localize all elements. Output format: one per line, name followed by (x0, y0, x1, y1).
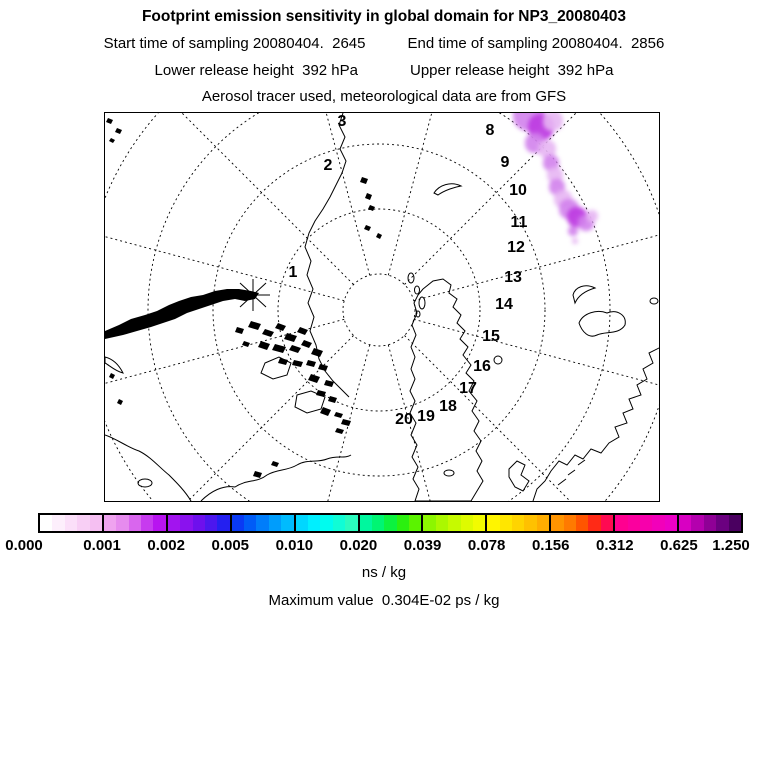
colorbar-segment (485, 515, 549, 531)
max-value-text: Maximum value 0.304E-02 ps / kg (268, 592, 500, 609)
colorbar-segment (677, 515, 741, 531)
colorbar-tick-0.000: 0.000 (5, 537, 43, 554)
trajectory-label-17: 17 (459, 380, 477, 397)
colorbar-segment (294, 515, 358, 531)
release-height-line (0, 62, 768, 79)
map-panel (104, 112, 660, 502)
trajectory-label-1: 1 (288, 264, 298, 281)
colorbar (38, 513, 743, 533)
colorbar-tick-0.312: 0.312 (596, 537, 634, 554)
start-time-text: Start time of sampling 20080404. 2645 (103, 35, 366, 52)
trajectory-label-11: 11 (510, 214, 528, 231)
upper-release-text: Upper release height 392 hPa (410, 62, 614, 79)
trajectory-label-18: 18 (439, 398, 457, 415)
tracer-note-text: Aerosol tracer used, meteorological data are from GFS (201, 88, 567, 105)
colorbar-tick-0.001: 0.001 (83, 537, 121, 554)
trajectory-label-14: 14 (495, 296, 513, 313)
trajectory-label-13: 13 (504, 269, 522, 286)
colorbar-tick-0.002: 0.002 (147, 537, 185, 554)
trajectory-label-15: 15 (482, 328, 500, 345)
colorbar-units: ns / kg (361, 564, 407, 581)
trajectory-label-8: 8 (485, 122, 495, 139)
colorbar-tick-0.078: 0.078 (467, 537, 506, 554)
trajectory-label-3: 3 (337, 113, 347, 130)
colorbar-tick-0.005: 0.005 (211, 537, 250, 554)
trajectory-label-10: 10 (509, 182, 527, 199)
trajectory-label-9: 9 (500, 154, 510, 171)
trajectory-label-19: 19 (417, 408, 435, 425)
colorbar-tick-0.010: 0.010 (275, 537, 314, 554)
trajectory-label-2: 2 (323, 157, 333, 174)
trajectory-label-12: 12 (507, 239, 525, 256)
colorbar-ticks (0, 537, 768, 555)
lower-release-text: Lower release height 392 hPa (154, 62, 358, 79)
colorbar-segment (230, 515, 294, 531)
colorbar-segment (421, 515, 485, 531)
trajectory-label-20: 20 (395, 411, 413, 428)
colorbar-tick-0.156: 0.156 (531, 537, 570, 554)
colorbar-tick-1.250: 1.250 (712, 537, 750, 554)
colorbar-segment (40, 515, 102, 531)
colorbar-tick-0.039: 0.039 (403, 537, 442, 554)
colorbar-segment (613, 515, 677, 531)
trajectory-labels (105, 113, 660, 502)
colorbar-tick-0.020: 0.020 (339, 537, 378, 554)
end-time-text: End time of sampling 20080404. 2856 (407, 35, 665, 52)
sampling-time-line (0, 35, 768, 52)
tracer-note-line (0, 88, 768, 105)
colorbar-segment (549, 515, 613, 531)
colorbar-tick-0.625: 0.625 (660, 537, 698, 554)
colorbar-segment (102, 515, 166, 531)
colorbar-segment (166, 515, 230, 531)
colorbar-segment (358, 515, 422, 531)
figure-title: Footprint emission sensitivity in global domain for NP3_20080403 (141, 8, 627, 25)
trajectory-label-16: 16 (473, 358, 491, 375)
